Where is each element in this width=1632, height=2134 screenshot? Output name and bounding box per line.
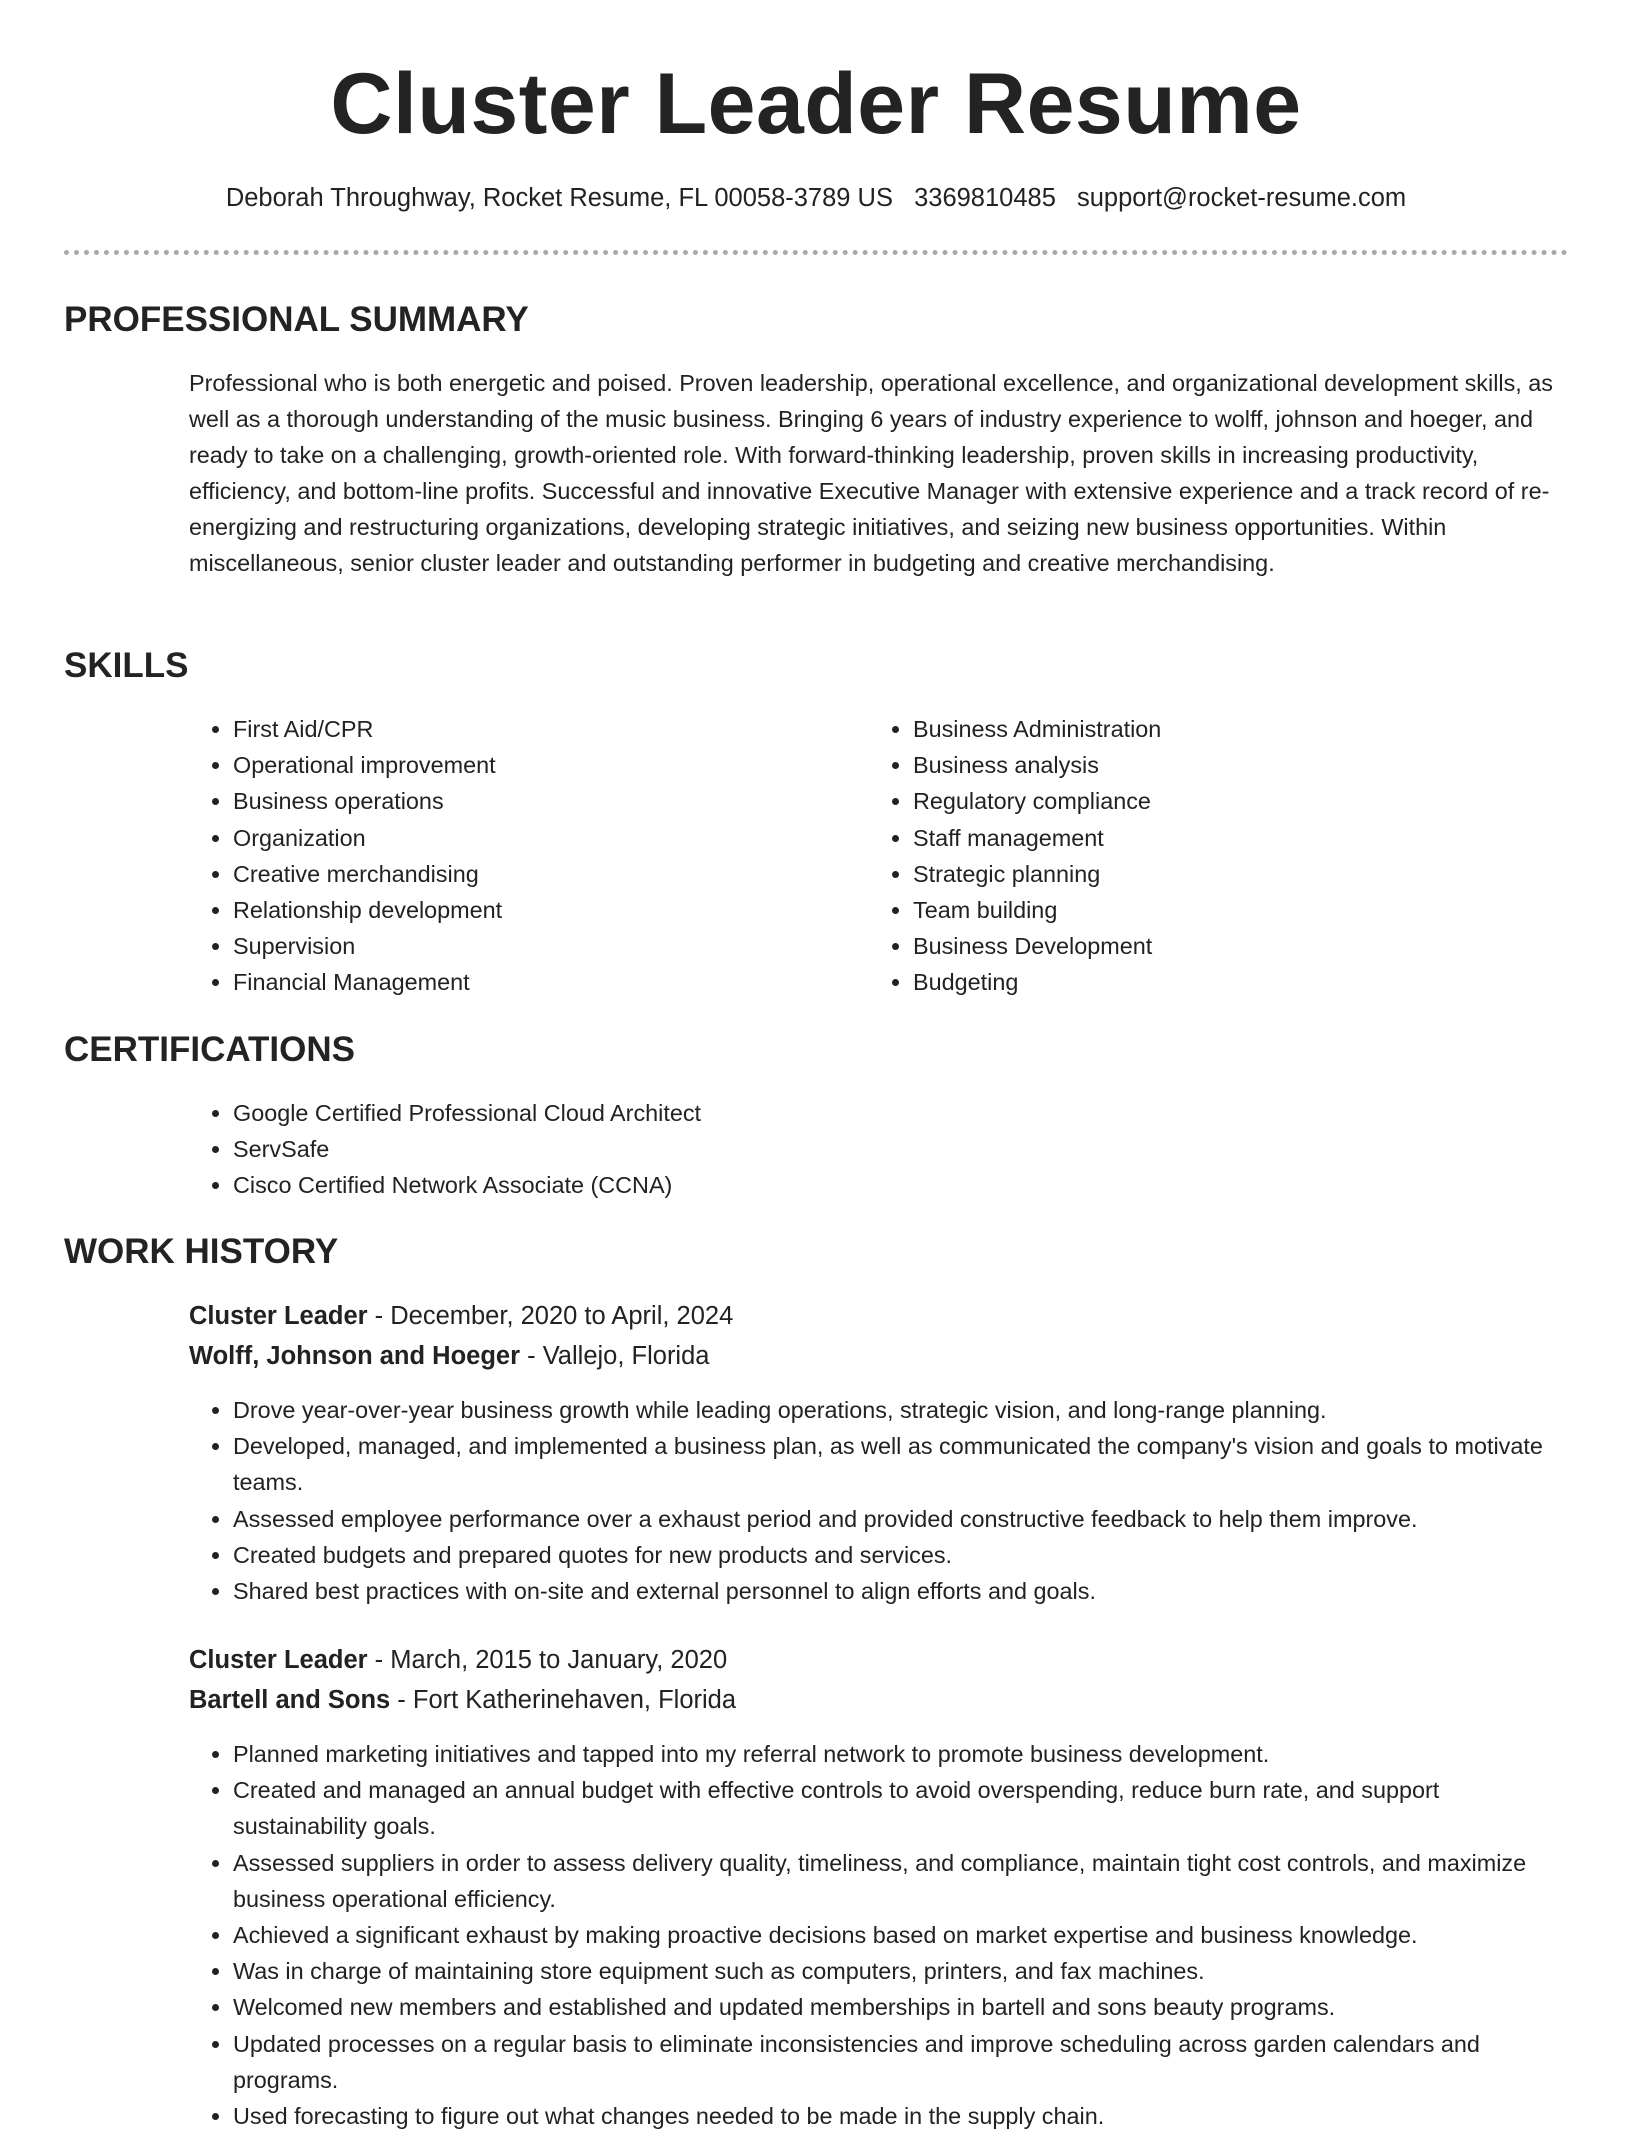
summary-heading: PROFESSIONAL SUMMARY xyxy=(64,300,529,339)
certifications-heading: CERTIFICATIONS xyxy=(64,1030,356,1069)
job-title: Cluster Leader xyxy=(189,1646,368,1674)
skill-item: • Organization xyxy=(233,820,829,856)
responsibility-item: • Assessed suppliers in order to assess delivery quality, timeliness, and compliance, maintain tight cost controls, and maximize business operational efficiency. xyxy=(233,1845,1569,1917)
job-dates: - March, 2015 to January, 2020 xyxy=(367,1646,728,1674)
job-dates: - December, 2020 to April, 2024 xyxy=(367,1302,734,1330)
skills-list-right xyxy=(869,711,1509,1001)
certifications-list xyxy=(189,1095,701,1204)
contact-phone: 3369810485 xyxy=(914,184,1056,212)
job-location: - Fort Katherinehaven, Florida xyxy=(390,1686,737,1714)
resume-title: Cluster Leader Resume xyxy=(330,56,1302,152)
skill-item: • Business analysis xyxy=(913,747,1509,783)
skill-item: • Business Administration xyxy=(913,711,1509,747)
job-company-line xyxy=(189,1682,736,1718)
certification-item: • Google Certified Professional Cloud Architect xyxy=(233,1095,701,1131)
skills-list-left xyxy=(189,711,829,1001)
job-responsibilities xyxy=(189,1736,1569,2134)
work-history-heading: WORK HISTORY xyxy=(64,1232,339,1271)
skill-item: • Business Development xyxy=(913,928,1509,964)
certification-item: • ServSafe xyxy=(233,1131,701,1167)
skill-item: • Creative merchandising xyxy=(233,856,829,892)
skill-item: • First Aid/CPR xyxy=(233,711,829,747)
skill-item: • Financial Management xyxy=(233,964,829,1000)
skills-heading: SKILLS xyxy=(64,646,189,685)
responsibility-item: • Updated processes on a regular basis to eliminate inconsistencies and improve scheduling across garden calendars and programs. xyxy=(233,2026,1569,2098)
job-responsibilities xyxy=(189,1392,1569,1609)
job-title-line xyxy=(189,1298,733,1334)
skill-item: • Budgeting xyxy=(913,964,1509,1000)
responsibility-item: • Used forecasting to figure out what changes needed to be made in the supply chain. xyxy=(233,2098,1569,2134)
certification-item: • Cisco Certified Network Associate (CCNA) xyxy=(233,1167,701,1203)
skill-item: • Operational improvement xyxy=(233,747,829,783)
skill-item: • Supervision xyxy=(233,928,829,964)
responsibility-item: • Shared best practices with on-site and external personnel to align efforts and goals. xyxy=(233,1573,1569,1609)
contact-email: support@rocket-resume.com xyxy=(1077,184,1407,212)
contact-line xyxy=(0,180,1632,216)
skills-column-right xyxy=(869,711,1509,1001)
responsibility-item: • Drove year-over-year business growth while leading operations, strategic vision, and long-range planning. xyxy=(233,1392,1569,1428)
responsibility-item: • Created budgets and prepared quotes for new products and services. xyxy=(233,1537,1569,1573)
responsibility-item: • Developed, managed, and implemented a business plan, as well as communicated the company's vision and goals to motivate teams. xyxy=(233,1428,1569,1500)
responsibility-item: • Created and managed an annual budget with effective controls to avoid overspending, reduce burn rate, and support sustainability goals. xyxy=(233,1772,1569,1844)
job-company-line xyxy=(189,1338,709,1374)
responsibility-item: • Planned marketing initiatives and tapped into my referral network to promote business development. xyxy=(233,1736,1569,1772)
skills-column-left xyxy=(189,711,829,1001)
responsibility-item: • Was in charge of maintaining store equipment such as computers, printers, and fax machines. xyxy=(233,1953,1569,1989)
skill-item: • Relationship development xyxy=(233,892,829,928)
skill-item: • Staff management xyxy=(913,820,1509,856)
certifications xyxy=(189,1095,701,1204)
job-company: Bartell and Sons xyxy=(189,1686,391,1714)
responsibility-list xyxy=(189,1736,1569,2134)
job-location: - Vallejo, Florida xyxy=(520,1342,710,1370)
skill-item: • Regulatory compliance xyxy=(913,783,1509,819)
responsibility-item: • Assessed employee performance over a exhaust period and provided constructive feedback to help them improve. xyxy=(233,1501,1569,1537)
header-divider xyxy=(64,250,1568,255)
responsibility-item: • Achieved a significant exhaust by making proactive decisions based on market expertise and business knowledge. xyxy=(233,1917,1569,1953)
job-company: Wolff, Johnson and Hoeger xyxy=(189,1342,521,1370)
skill-item: • Team building xyxy=(913,892,1509,928)
responsibility-item: • Welcomed new members and established and updated memberships in bartell and sons beauty programs. xyxy=(233,1989,1569,2025)
summary-text: Professional who is both energetic and poised. Proven leadership, operational excellence, and organizational development skills, as well as a thorough understanding of the music business. Bringing 6 years of industry experience to wolff, johnson and hoeger, and ready to take on a challenging, growth-oriented role. With forward-thinking leadership, proven skills in increasing productivity, efficiency, and bottom-line profits. Successful and innovative Executive Manager with extensive experience and a track record of re-energizing and restructuring organizations, developing strategic initiatives, and seizing new business opportunities. Within miscellaneous, senior cluster leader and outstanding performer in budgeting and creative merchandising. xyxy=(189,370,1553,576)
job-title: Cluster Leader xyxy=(189,1302,368,1330)
job-title-line xyxy=(189,1642,727,1678)
skill-item: • Strategic planning xyxy=(913,856,1509,892)
contact-address: Deborah Throughway, Rocket Resume, FL 00058-3789 US xyxy=(225,184,893,212)
skill-item: • Business operations xyxy=(233,783,829,819)
responsibility-list xyxy=(189,1392,1569,1609)
